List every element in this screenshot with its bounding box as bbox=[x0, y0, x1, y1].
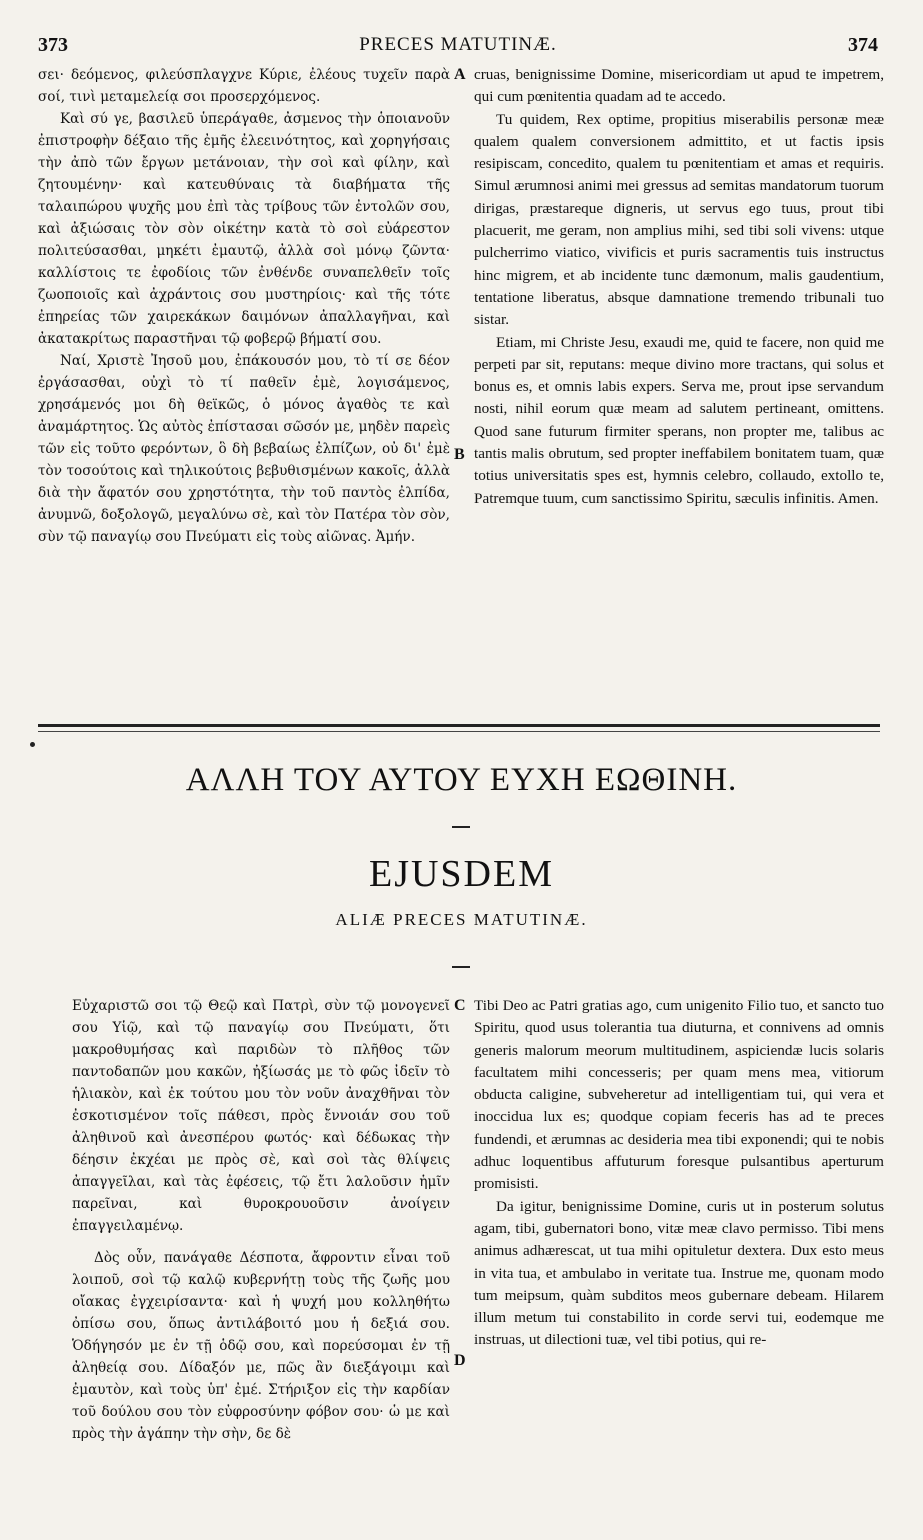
latin-paragraph: Tu quidem, Rex optime, propitius miserabilis personæ meæ qualem qualem conversionem admittito, et ut factis ipsis resipiscam, concedito, qualem tu pœnitentiam et amas et requiris. Simul ærumnosi animi mei gressus ad semitas mandatorum tuorum dirigas, præstareque digneris, ut servus ego tuus, prout tibi placuerit, me geram, non amplius mihi, sed tibi soli vivens: utque pulcherrimo viatico, vivificis et puris sacramentis tuis instructus hinc migrem, et ab incidente tunc dæmonum, malis gaudentium, tentatione liberatus, absque damnatione tremendo tribunali tuo sistar. bbox=[474, 110, 884, 329]
latin-paragraph: Da igitur, benignissime Domine, curis ut in posterum solutus agam, tibi, gubernatori bono, vitæ meæ clavo permisso. Tibi mens animus adhærescat, ut tua mihi opituletur dextera. Dux esto meus in vita tua, et ambulabo in veritate tua. Instrue me, quonam modo tum meipsum, quàm subditos meos gubernare debeam. Hilarem illum metum tui constabilito in corde servi tui, eodemque me instruas, ut dilectioni tuæ, vel tibi potius, qui re- bbox=[474, 1197, 884, 1349]
margin-letter-b: B bbox=[454, 446, 465, 463]
margin-dot bbox=[30, 742, 35, 747]
latin-section-title: EJUSDEM bbox=[368, 853, 555, 895]
greek-paragraph: σει· δεόμενος, φιλεύσπλαγχνε Κύριε, ἐλέους τυχεῖν παρὰ σοί, τινὶ μεταμελείᾳ σοι προσερχόμενος. bbox=[38, 67, 450, 105]
latin-paragraph: cruas, benignissime Domine, misericordiam ut apud te impetrem, qui cum pœnitentia quadam ad te accedo. bbox=[474, 66, 884, 106]
greek-column-bottom bbox=[72, 995, 450, 1445]
greek-column-top bbox=[38, 64, 450, 548]
margin-letter-a: A bbox=[454, 66, 466, 83]
greek-paragraph: Δὸς οὖν, πανάγαθε Δέσποτα, ἄφροντιν εἶναι τοῦ λοιποῦ, σοὶ τῷ καλῷ κυβερνήτῃ τοὺς τῆς ζωῆς μου οἴακας ἐγχειρίσαντα· καὶ ἡ ψυχή μου κολληθήτω ὀπίσω σου, ὅπως ἀντιλάβοιτό μου ἡ δεξιά σου. Ὁδήγησόν με ἐν τῇ ὁδῷ σου, καὶ πορεύσομαι ἐν τῇ ἀληθείᾳ σου. Δίδαξόν με, πῶς ἂν διεξάγοιμι καὶ ἐμαυτὸν, καὶ τοὺς ὑπ' ἐμέ. Στήριξον εἰς τὴν καρδίαν τοῦ δούλου σου τὸν εὐφροσύνην φόβον σου· ὡ με καὶ πρὸς τὴν ἀγάπην τὴν σὴν, δε δὲ bbox=[72, 1250, 450, 1442]
page-number-right: 374 bbox=[848, 34, 878, 56]
page-number-left: 373 bbox=[38, 34, 68, 56]
greek-paragraph: Ναί, Χριστὲ Ἰησοῦ μου, ἐπάκουσόν μου, τὸ τί σε δέον ἐργάσασθαι, οὐχὶ τὸ τί παθεῖν ἐμὲ, λογισάμενος, χρησάμενός μοι δὴ θεϊκῶς, ὁ μόνος ἀγαθὸς τε καὶ ἀναμάρτητος. Ὡς αὐτὸς ἐπίστασαι σῶσόν με, μηδὲν παρεὶς τῶν εἰς τοῦτο φερόντων, ὃ δὴ βεβαίως ἐλπίζων, οὐ δι' ἐμὲ τὸν τοσούτοις καὶ τηλικούτοις βεβυθισμένων κακοῖς, ἀλλὰ διὰ τὴν ἄφατόν σου χρηστότητα, τὴν τοῦ παντὸς ἐλπίδα, ἀνυμνῶ, δοξολογῶ, μεγαλύνω σὲ, καὶ τὸν Πατέρα τὸν σὸν, σὺν τῷ παναγίῳ σου Πνεύματι εἰς τοὺς αἰῶνας. Ἀμήν. bbox=[38, 353, 450, 545]
latin-paragraph: Etiam, mi Christe Jesu, exaudi me, quid te facere, non quid me perpeti par sit, reputans: meque divino more tractans, qui solus et bonus es, et omnis labis expers. Serva me, prout ipse servandum nosti, nihil eorum quæ meam ad salutem pertineant, omittens. Quod sane futurum firmiter sperans, non propter me, talibus ac tantis malis obrutum, sed propter ineffabilem bonitatem tuam, quæ totius universitatis spes est, hymnis celebro, collaudo, extollo te, Patremque tuum, cum sanctissimo Spiritu, sæculis infinitis. Amen. bbox=[474, 333, 884, 507]
greek-paragraph: Εὐχαριστῶ σοι τῷ Θεῷ καὶ Πατρὶ, σὺν τῷ μονογενεῖ σου Υἱῷ, καὶ τῷ παναγίῳ σου Πνεύματι, ὅτι μακροθυμήσας καὶ παριδὼν τὸ πλῆθος τῶν παντοδαπῶν μου κακῶν, ἠξίωσάς με τὸ φῶς ἰδεῖν τὸ ἡλιακὸν, καὶ ἐκ τούτου μου τὸν νοῦν ἀναχθῆναι τὸν ἐσκοτισμένον τοῖς πάθεσι, πρὸς ἔννοιάν σου τοῦ ἀληθινοῦ καὶ ἀνεσπέρου φωτός· καὶ δέδωκας τὴν δέησιν ἐκχέαι με πρὸς σὲ, καὶ σοὶ τὰς θλίψεις ἀπαγγεῖλαι, καὶ τὰς ἐφέσεις, τῷ ἔτι λαλοῦσιν ἡμῖν παρεῖναι, καὶ θυροκρουοῦσιν ἀνοίγειν ἐπαγγειλαμένῳ. bbox=[72, 998, 450, 1234]
running-header bbox=[38, 34, 878, 60]
running-title: PRECES MATUTINÆ. bbox=[359, 34, 557, 55]
margin-letter-d: D bbox=[454, 1352, 466, 1369]
latin-section-subtitle: ALIÆ PRECES MATUTINÆ. bbox=[335, 910, 588, 929]
greek-paragraph: Καὶ σύ γε, βασιλεῦ ὑπεράγαθε, ἀσμενος τὴν ὁποιανοῦν ἐπιστροφὴν δέξαιο τῆς ἐμῆς ἐλεεινότητος, καὶ χορηγήσαις τὴν ἀπὸ τῶν ἔργων μετάνοιαν, τὴν σοὶ καὶ φίλην, καὶ ζητουμένην· καὶ κατευθύναις τὰ διαβήματα τῆς ταλαιπώρου ψυχῆς μου ἐπὶ τὰς τρίβους τῶν ἐντολῶν σου, καὶ ἀξιώσαις τὸν σὸν οἰκέτην κατὰ τὸ σοὶ εὐάρεστον πολιτεύσασθαι, μηκέτι ἐμαυτῷ, ἀλλὰ σοὶ μόνῳ ζῶντα· καλλίστοις τε ἐφοδίοις τῶν ἐνθένδε συναπελθεῖν τοῖς ζωοποιοῖς καὶ ἀχράντοις σου μυστηρίοις· καὶ τῆς τότε ἐπηρείας τῶν χαιρεκάκων δαιμόνων ἀπαλλαγῆναι, καὶ ἀκατακρίτως παραστῆναι τῷ φοβερῷ βήματί σου. bbox=[38, 111, 450, 347]
latin-column-top bbox=[474, 64, 884, 510]
greek-section-title: ΑΛΛΗ ΤΟΥ ΑΥΤΟΥ ΕΥΧΗ ΕΩΘΙΝΗ. bbox=[185, 762, 738, 798]
title-dash bbox=[452, 826, 470, 828]
latin-paragraph: Tibi Deo ac Patri gratias ago, cum unigenito Filio tuo, et sancto tuo Spiritu, quod usus tolerantia tua diuturna, et connivens ad omnis generis malorum meorum multitudinem, aspiciendæ lucis solaris facultatem mihi concesseris; per quam mens mea, vitiorum obducta caligine, subveheretur ad intelligentiam tui, qui vera et inoccidua lux es; quodque copiam feceris has ad te preces fundendi, et ærumnas ac desideria mea tibi exponendi; qui te nobis adhuc loquentibus affuturum foresque pulsantibus aperturum promisisti. bbox=[474, 997, 884, 1193]
latin-column-bottom bbox=[474, 995, 884, 1352]
section-rule-thin bbox=[38, 731, 880, 732]
margin-letter-c: C bbox=[454, 997, 466, 1014]
subtitle-dash bbox=[452, 966, 470, 968]
section-rule bbox=[38, 724, 880, 727]
